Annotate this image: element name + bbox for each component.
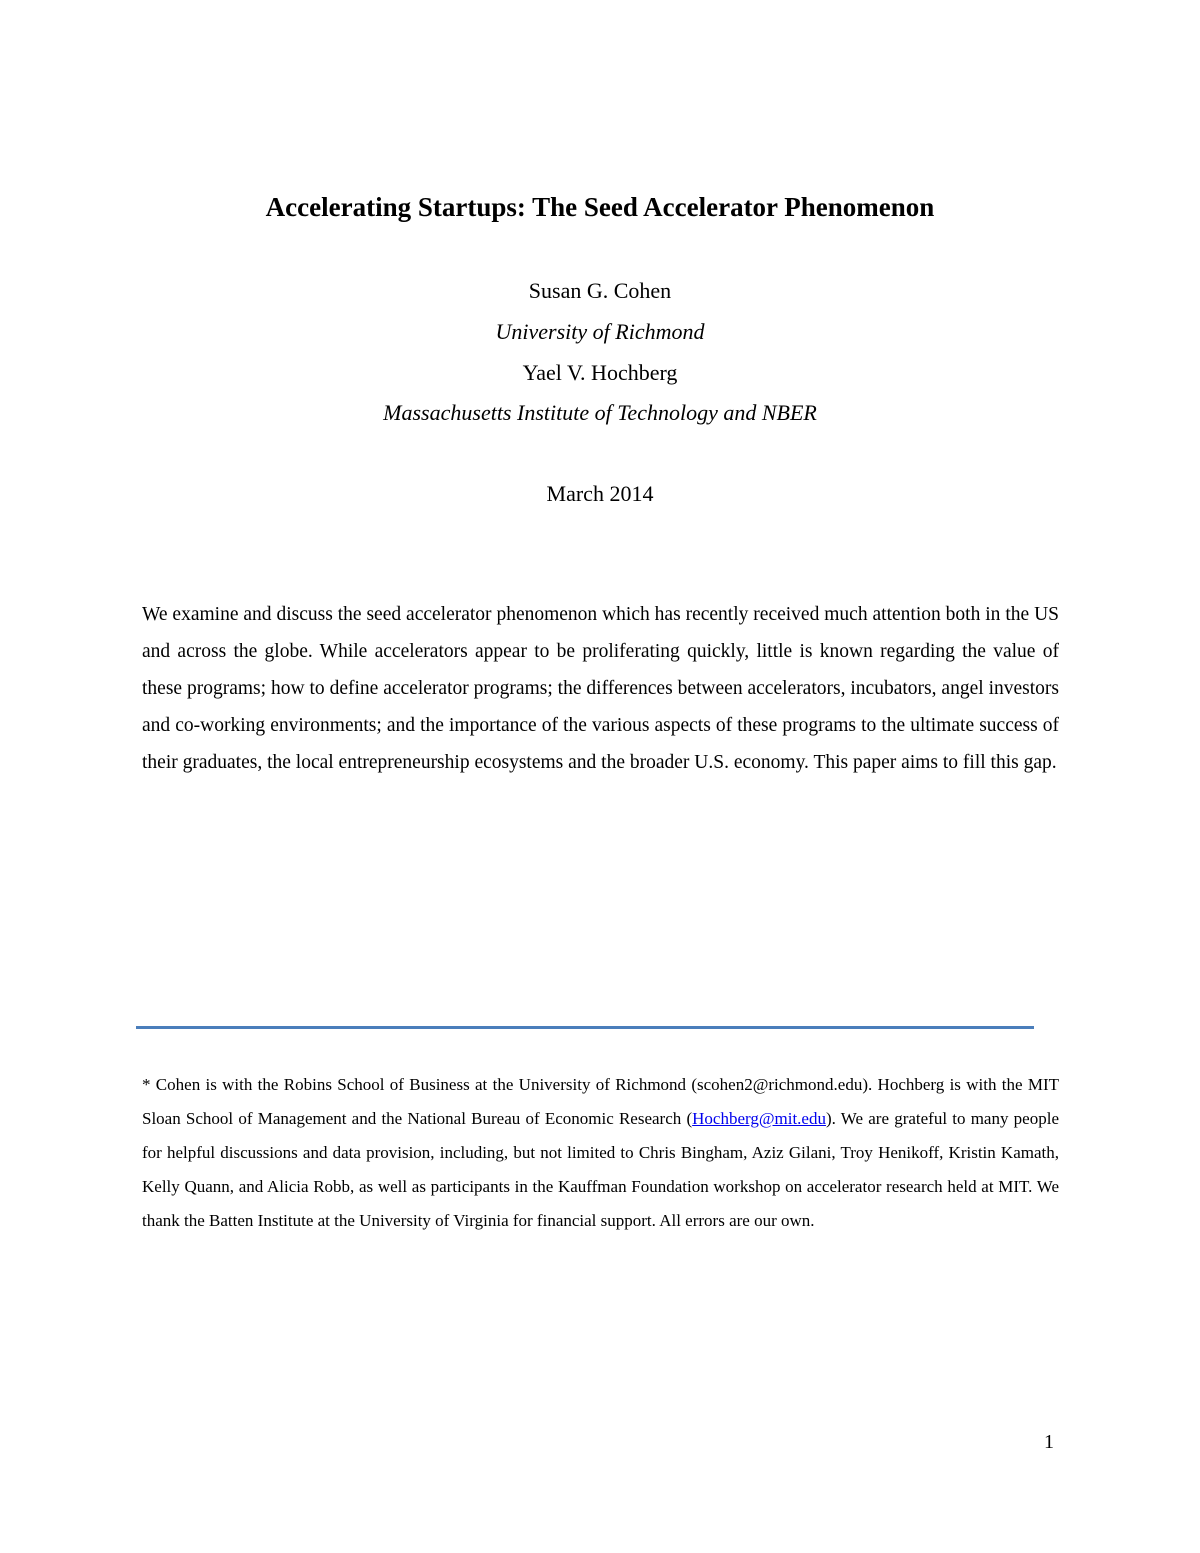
footnote-text-part2: ). We are grateful to many people for helpful discussions and data provision, including, but not limited to Chris Bingham, Aziz Gilani, Troy Henikoff, Kristin Kamath, Kelly Quann, and Alicia Robb, as well as participants in the Kauffman Foundation workshop on accelerator research held at MIT. We thank the Batten Institute at the University of Virginia for financial support. All errors are our own. — [142, 1109, 1059, 1230]
author-affiliation-1: University of Richmond — [495, 319, 705, 344]
author-affiliation-2: Massachusetts Institute of Technology and NBER — [383, 400, 817, 425]
abstract-paragraph: We examine and discuss the seed accelerator phenomenon which has recently received much attention both in the US and across the globe. While accelerators appear to be proliferating quickly, little is known regarding the value of these programs; how to define accelerator programs; the differences between accelerators, incubators, angel investors and co-working environments; and the importance of the various aspects of these programs to the ultimate success of their graduates, the local entrepreneurship ecosystems and the broader U.S. economy. This paper aims to fill this gap. — [142, 604, 1059, 773]
author-name-1: Susan G. Cohen — [528, 278, 672, 303]
page-number: 1 — [1044, 1431, 1054, 1453]
footnote-separator — [136, 1026, 1034, 1029]
footnote-paragraph — [142, 1068, 1059, 1238]
author-name-2: Yael V. Hochberg — [522, 360, 678, 385]
paper-title: Accelerating Startups: The Seed Accelerator Phenomenon — [265, 192, 935, 222]
footnote-text-part1: * Cohen is with the Robins School of Business at the University of Richmond (scohen2@richmond.edu). Hochberg is with the MIT Sloan School of Management and the National Bureau of Economic Research ( — [142, 1075, 1059, 1128]
paper-date: March 2014 — [546, 481, 654, 506]
footnote-email-link[interactable]: Hochberg@mit.edu — [692, 1109, 826, 1128]
